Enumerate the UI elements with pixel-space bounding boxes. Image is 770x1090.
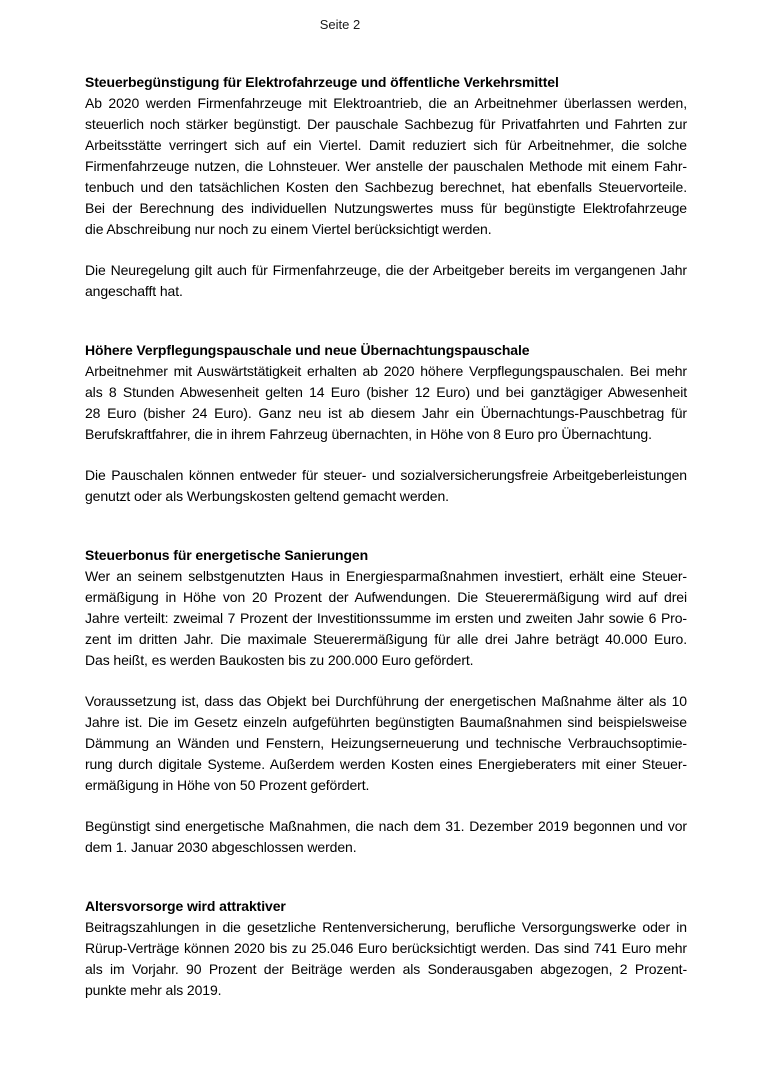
paragraph-line: Bei der Berechnung des individuellen Nutzungswertes muss für begünstigte Elektrofahrzeuge [85,200,687,216]
paragraph-line: die Abschreibung nur noch zu einem Viertel berücksichtigt werden. [85,221,492,237]
paragraph-line: punkte mehr als 2019. [85,982,222,998]
paragraph-line: ermäßigung in Höhe von 20 Prozent der Aufwendungen. Die Steuerermäßigung wird auf drei [85,589,687,605]
paragraph-line: steuerlich noch stärker begünstigt. Der pauschale Sachbezug für Privatfahrten und Fahrten zur [85,116,687,132]
paragraph-line: Berufskraftfahrer, die in ihrem Fahrzeug übernachten, in Höhe von 8 Euro pro Übernachtung. [85,426,652,442]
paragraph-line: 28 Euro (bisher 24 Euro). Ganz neu ist ab diesem Jahr ein Übernachtungs-Pauschbetrag für [85,405,687,421]
paragraph [85,93,687,240]
paragraph-line: Voraussetzung ist, dass das Objekt bei Durchführung der energetischen Maßnahme älter als 10 [85,693,687,709]
paragraph-line: Rürup-Verträge können 2020 bis zu 25.046 Euro berücksichtigt werden. Das sind 741 Euro mehr [85,940,687,956]
paragraph-line: Arbeitnehmer mit Auswärtstätigkeit erhalten ab 2020 höhere Verpflegungspauschalen. Bei mehr [85,363,687,379]
paragraph-line: zent im dritten Jahr. Die maximale Steuerermäßigung für alle drei Jahre beträgt 40.000 Euro. [85,631,687,647]
paragraph [85,465,687,507]
paragraph-line: Das heißt, es werden Baukosten bis zu 200.000 Euro gefördert. [85,652,474,668]
paragraph-line: genutzt oder als Werbungskosten geltend gemacht werden. [85,488,449,504]
section-heading: Höhere Verpflegungspauschale und neue Übernachtungspauschale [85,342,530,358]
paragraph-line: angeschafft hat. [85,283,183,299]
paragraph-line: Begünstigt sind energetische Maßnahmen, die nach dem 31. Dezember 2019 begonnen und vor [85,818,687,834]
paragraph-line: Dämmung an Wänden und Fenstern, Heizungserneuerung und technische Verbrauchsoptimie- [85,735,687,751]
paragraph-line: Ab 2020 werden Firmenfahrzeuge mit Elektroantrieb, die an Arbeitnehmer überlassen werden, [85,95,687,111]
document-section [85,72,687,302]
section-heading: Steuerbonus für energetische Sanierungen [85,547,369,563]
paragraph-line: dem 1. Januar 2030 abgeschlossen werden. [85,839,357,855]
section-heading: Steuerbegünstigung für Elektrofahrzeuge und öffentliche Verkehrsmittel [85,74,559,90]
paragraph [85,816,687,858]
paragraph-line: Jahre verteilt: zweimal 7 Prozent der Investitionssumme im ersten und zweiten Jahr sowie 6 Pro- [85,610,687,626]
paragraph-line: Jahre ist. Die im Gesetz einzeln aufgeführten begünstigten Baumaßnahmen sind beispielsweise [85,714,687,730]
document-section [85,545,687,858]
document-body [85,72,687,1001]
paragraph [85,361,687,445]
section-heading: Altersvorsorge wird attraktiver [85,898,286,914]
paragraph [85,566,687,671]
document-section [85,896,687,1001]
paragraph-line: tenbuch und den tatsächlichen Kosten den Sachbezug berechnet, hat ebenfalls Steuervorteile. [85,179,687,195]
page-number: Seite 2 [319,17,361,32]
paragraph-line: als 8 Stunden Abwesenheit gelten 14 Euro (bisher 12 Euro) und bei ganztägiger Abwesenheit [85,384,687,400]
paragraph-line: als im Vorjahr. 90 Prozent der Beiträge werden als Sonderausgaben abgezogen, 2 Prozent- [85,961,687,977]
document-section [85,340,687,507]
paragraph-line: Firmenfahrzeuge nutzen, die Lohnsteuer. Wer anstelle der pauschalen Methode mit einem Fahr- [85,158,687,174]
paragraph [85,260,687,302]
paragraph [85,917,687,1001]
paragraph-line: Wer an seinem selbstgenutzten Haus in Energiesparmaßnahmen investiert, erhält eine Steuer- [85,568,687,584]
paragraph-line: ermäßigung in Höhe von 50 Prozent gefördert. [85,777,370,793]
paragraph-line: Arbeitsstätte verringert sich auf ein Viertel. Damit reduziert sich für Arbeitnehmer, die solche [85,137,687,153]
paragraph-line: Beitragszahlungen in die gesetzliche Rentenversicherung, berufliche Versorgungswerke oder in [85,919,687,935]
paragraph-line: rung durch digitale Systeme. Außerdem werden Kosten eines Energieberaters mit einer Steuer- [85,756,687,772]
paragraph-line: Die Neuregelung gilt auch für Firmenfahrzeuge, die der Arbeitgeber bereits im vergangenen Jahr [85,262,687,278]
paragraph-line: Die Pauschalen können entweder für steuer- und sozialversicherungsfreie Arbeitgeberleistungen [85,467,687,483]
paragraph [85,691,687,796]
